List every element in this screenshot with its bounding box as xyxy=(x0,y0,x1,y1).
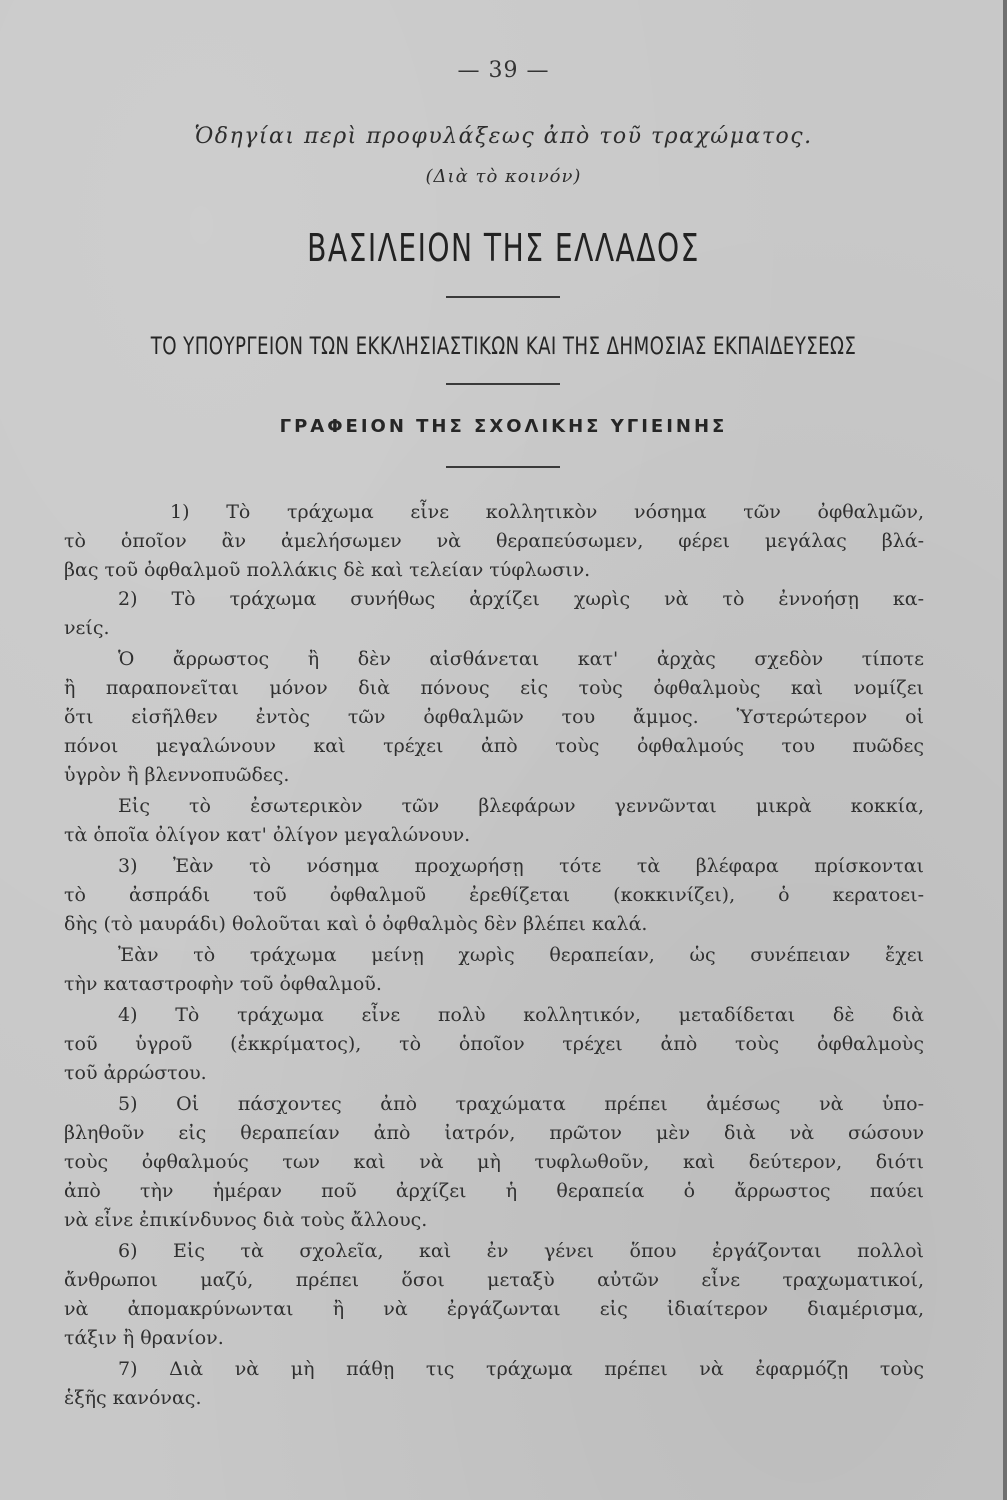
text-line: τοῦ ὑγροῦ (ἐκκρίματος), τὸ ὁποῖον τρέχει ἀπὸ τοὺς ὀφθαλμοὺς xyxy=(64,1033,924,1055)
text-line: δὴς (τὸ μαυράδι) θολοῦται καὶ ὁ ὀφθαλμὸς δὲν βλέπει καλά. xyxy=(64,913,648,935)
text-line: 5) Οἱ πάσχοντες ἀπὸ τραχώματα πρέπει ἀμέσως νὰ ὑπο- xyxy=(118,1093,924,1115)
divider-rule xyxy=(446,383,560,385)
text-line: τὴν καταστροφὴν τοῦ ὀφθαλμοῦ. xyxy=(64,973,382,995)
text-line: 7) Διὰ νὰ μὴ πάθῃ τις τράχωμα πρέπει νὰ ἐφαρμόζῃ τοὺς xyxy=(118,1358,924,1380)
divider-rule xyxy=(446,466,560,468)
office-title: ΓΡΑΦΕΙΟΝ ΤΗΣ ΣΧΟΛΙΚΗΣ ΥΓΙΕΙΝΗΣ xyxy=(279,416,728,437)
text-line: 1) Τὸ τράχωμα εἶνε κολλητικὸν νόσημα τῶν ὀφθαλμῶν, xyxy=(170,501,924,523)
text-line: τάξιν ἢ θρανίον. xyxy=(64,1327,224,1349)
text-line: 4) Τὸ τράχωμα εἶνε πολὺ κολλητικόν, μεταδίδεται δὲ διὰ xyxy=(118,1004,924,1026)
text-line: ὑγρὸν ἢ βλεννοπυῶδες. xyxy=(64,764,290,786)
text-line: τὸ ὁποῖον ἂν ἀμελήσωμεν νὰ θεραπεύσωμεν, φέρει μεγάλας βλά- xyxy=(64,530,924,552)
text-line: νείς. xyxy=(64,617,110,639)
text-line: ἀπὸ τὴν ἡμέραν ποῦ ἀρχίζει ἡ θεραπεία ὁ ἄρρωστος παύει xyxy=(64,1180,924,1202)
text-line: 6) Εἰς τὰ σχολεῖα, καὶ ἐν γένει ὅπου ἐργάζονται πολλοὶ xyxy=(118,1240,924,1262)
text-line: νὰ εἶνε ἐπικίνδυνος διὰ τοὺς ἄλλους. xyxy=(64,1209,428,1231)
text-line: νὰ ἀπομακρύνωνται ἢ νὰ ἐργάζωνται εἰς ἰδιαίτερον διαμέρισμα, xyxy=(64,1298,924,1320)
text-line: Ὁ ἄρρωστος ἢ δὲν αἰσθάνεται κατ' ἀρχὰς σχεδὸν τίποτε xyxy=(118,648,924,670)
text-line: 2) Τὸ τράχωμα συνήθως ἀρχίζει χωρὶς νὰ τὸ ἐννοήσῃ κα- xyxy=(118,588,924,610)
text-line: τὸ ἀσπράδι τοῦ ὀφθαλμοῦ ἐρεθίζεται (κοκκινίζει), ὁ κερατοει- xyxy=(64,884,924,906)
text-line: 3) Ἐὰν τὸ νόσημα προχωρήσῃ τότε τὰ βλέφαρα πρίσκονται xyxy=(118,855,924,877)
text-line: βληθοῦν εἰς θεραπείαν ἀπὸ ἰατρόν, πρῶτον μὲν διὰ νὰ σώσουν xyxy=(64,1122,924,1144)
text-line: ἢ παραπονεῖται μόνον διὰ πόνους εἰς τοὺς ὀφθαλμοὺς καὶ νομίζει xyxy=(64,677,924,699)
text-line: τοῦ ἀρρώστου. xyxy=(64,1062,207,1084)
text-line: τὰ ὁποῖα ὀλίγον κατ' ὀλίγον μεγαλώνουν. xyxy=(64,824,471,846)
text-line: πόνοι μεγαλώνουν καὶ τρέχει ἀπὸ τοὺς ὀφθαλμούς του πυῶδες xyxy=(64,735,924,757)
document-subtitle: Ὁδηγίαι περὶ προφυλάξεως ἀπὸ τοῦ τραχώματος. xyxy=(194,124,813,149)
text-line: βας τοῦ ὀφθαλμοῦ πολλάκις δὲ καὶ τελείαν τύφλωσιν. xyxy=(64,559,591,581)
text-line: Εἰς τὸ ἐσωτερικὸν τῶν βλεφάρων γεννῶνται μικρὰ κοκκία, xyxy=(118,795,924,817)
page-edge xyxy=(1003,0,1007,1500)
page-number: — 39 — xyxy=(457,58,550,83)
text-line: ἄνθρωποι μαζύ, πρέπει ὅσοι μεταξὺ αὐτῶν εἶνε τραχωματικοί, xyxy=(64,1269,924,1291)
text-line: τοὺς ὀφθαλμούς των καὶ νὰ μὴ τυφλωθοῦν, καὶ δεύτερον, διότι xyxy=(64,1151,924,1173)
text-line: ἑξῆς κανόνας. xyxy=(64,1387,202,1409)
audience-note: (Διὰ τὸ κοινόν) xyxy=(425,166,582,187)
text-line: ὅτι εἰσῆλθεν ἐντὸς τῶν ὀφθαλμῶν του ἄμμος. Ὑστερώτερον οἱ xyxy=(64,706,924,728)
kingdom-title: ΒΑΣΙΛΕΙΟΝ ΤΗΣ ΕΛΛΑΔΟΣ xyxy=(307,226,700,270)
divider-rule xyxy=(446,296,560,298)
text-line: Ἐὰν τὸ τράχωμα μείνῃ χωρὶς θεραπείαν, ὡς συνέπειαν ἔχει xyxy=(118,944,924,966)
ministry-title: ΤΟ ΥΠΟΥΡΓΕΙΟΝ ΤΩΝ ΕΚΚΛΗΣΙΑΣΤΙΚΩΝ ΚΑΙ ΤΗΣ ΔΗΜΟΣΙΑΣ ΕΚΠΑΙΔΕΥΣΕΩΣ xyxy=(150,332,857,360)
